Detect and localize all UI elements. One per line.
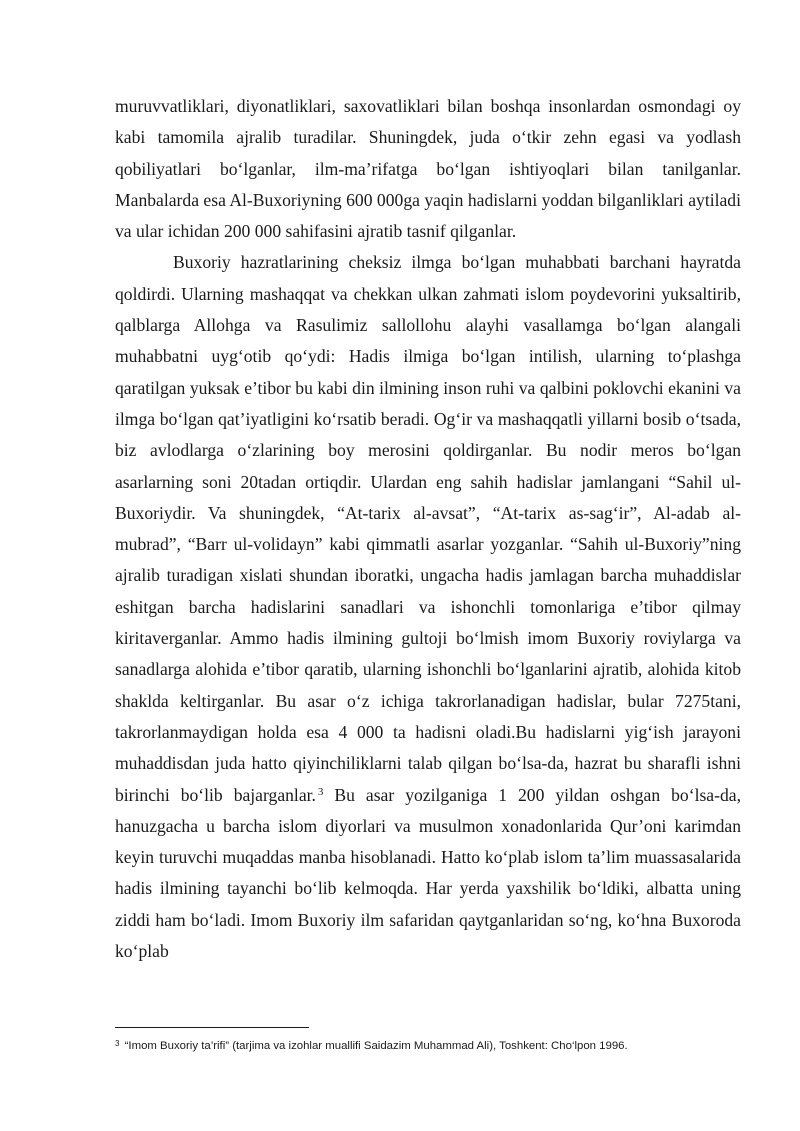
paragraph-1-text: muruvvatliklari, diyonatliklari, saxovatliklari bilan boshqa insonlardan osmondagi oy kabi tamomila ajralib turadilar. Shuningdek, juda o‘tkir zehn egasi va yodlash qobiliyatlari bo‘lganlar, ilm-ma’rifatga bo‘lgan ishtiyoqlari bilan tanilganlar. Manbalarda esa Al-Buxoriyning 600 000ga yaqin hadislarni yoddan bilganliklari aytiladi va ular ichidan 200 000 sahifasini ajratib tasnif qilganlar. xyxy=(115,96,741,242)
paragraph-2-text-before-ref: Buxoriy hazratlarining cheksiz ilmga bo‘lgan muhabbati barchani hayratda qoldirdi. Ularning mashaqqat va chekkan ulkan zahmati islom poydevorini yuksaltirib, qalblarga Allohga va Rasulimiz sallollohu alayhi vasallamga bo‘lgan alangali muhabbatni uyg‘otib qo‘ydi: Hadis ilmiga bo‘lgan intilish, ularning to‘plashga qaratilgan yuksak e’tibor bu kabi din ilmining inson ruhi va qalbini poklovchi ekanini va ilmga bo‘lgan qat’iyatligini ko‘rsatib beradi. Og‘ir va mashaqqatli yillarni bosib o‘tsada, biz avlodlarga o‘zlarining boy merosini qoldirganlar. Bu nodir meros bo‘lgan asarlarning soni 20tadan ortiqdir. Ulardan eng sahih hadislar jamlangani “Sahil ul-Buxoriydir. Va shuningdek, “At-tarix al-avsat”, “At-tarix as-sag‘ir”, Al-adab al-mubrad”, “Barr ul-volidayn” kabi qimmatli asarlar yozganlar. “Sahih ul-Buxoriy”ning ajralib turadigan xislati shundan iboratki, ungacha hadis jamlagan barcha muhaddislar eshitgan barcha hadislarini sanadlari va ishonchli tomonlariga e’tibor qilmay kiritaverganlar. Ammo hadis ilmining gultoji bo‘lmish imom Buxoriy roviylarga va sanadlarga alohida e’tibor qaratib, ularning ishonchli bo‘lganlarini ajratib, alohida kitob shaklda keltirganlar. Bu asar o‘z ichiga takrorlanadigan hadislar, bular 7275tani, takrorlanmaydigan holda esa 4 000 ta hadisni oladi.Bu hadislarni yig‘ish jarayoni muhaddisdan juda hatto qiyinchiliklarni talab qilgan bo‘lsa-da, hazrat bu sharafli ishni birinchi bo‘lib bajarganlar. xyxy=(115,252,741,805)
footnote-separator xyxy=(115,1027,309,1028)
footnote-text: “Imom Buxoriy ta’rifi” (tarjima va izohlar muallifi Saidazim Muhammad Ali), Toshkent: Cho‘lpon 1996. xyxy=(121,1040,628,1052)
footnote-reference[interactable]: 3 xyxy=(317,785,324,798)
paragraph-1 xyxy=(115,91,741,247)
paragraph-2 xyxy=(115,247,741,967)
paragraph-2-text-after-ref: Bu asar yozilganiga 1 200 yildan oshgan bo‘lsa-da, hanuzgacha u barcha islom diyorlari va musulmon xonadonlarida Qur’oni karimdan keyin turuvchi muqaddas manba hisoblanadi. Hatto ko‘plab islom ta’lim muassasalarida hadis ilmining tayanchi bo‘lib kelmoqda. Har yerda yaxshilik bo‘ldiki, albatta uning ziddi ham bo‘ladi. Imom Buxoriy ilm safaridan qaytganlaridan so‘ng, ko‘hna Buxoroda ko‘plab xyxy=(115,784,741,962)
footnote xyxy=(115,1039,741,1054)
body-text xyxy=(115,91,741,967)
footnote-number: 3 xyxy=(115,1039,120,1048)
